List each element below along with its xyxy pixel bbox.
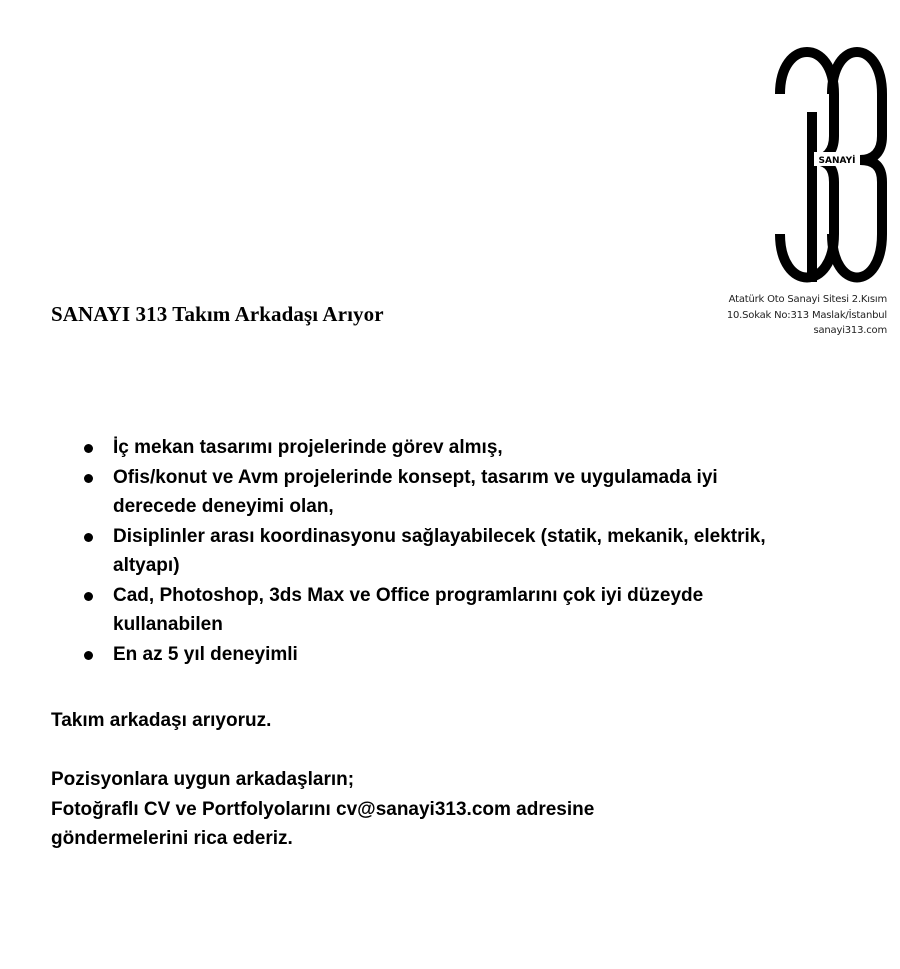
bullet-icon xyxy=(84,444,93,453)
requirement-text: Cad, Photoshop, 3ds Max ve Office programlarını çok iyi düzeyde kullanabilen xyxy=(113,584,704,635)
address-line-1: Atatürk Oto Sanayi Sitesi 2.Kısım xyxy=(728,294,887,305)
requirement-item xyxy=(50,581,780,640)
address-line-2: 10.Sokak No:313 Maslak/İstanbul xyxy=(726,309,887,321)
requirement-text: Disiplinler arası koordinasyonu sağlayabilecek (statik, mekanik, elektrik, altyapı) xyxy=(113,525,766,576)
page-title: SANAYI 313 Takım Arkadaşı Arıyor xyxy=(51,302,384,326)
instruction-line-3: göndermelerini rica ederiz. xyxy=(51,828,293,849)
requirements-list xyxy=(50,433,780,669)
company-address xyxy=(727,292,887,339)
instruction-line-1: Pozisyonlara uygun arkadaşların; xyxy=(51,769,355,790)
requirement-text: İç mekan tasarımı projelerinde görev almış, xyxy=(113,437,503,458)
bullet-icon xyxy=(84,592,93,601)
search-statement: Takım arkadaşı arıyoruz. xyxy=(51,710,272,731)
instruction-line-2: Fotoğraflı CV ve Portfolyolarını cv@sanayi313.com adresine xyxy=(51,798,595,820)
bullet-icon xyxy=(84,651,93,660)
logo-mark xyxy=(774,44,888,286)
requirement-item xyxy=(50,433,780,463)
requirement-text: Ofis/konut ve Avm projelerinde konsept, tasarım ve uygulamada iyi derecede deneyimi olan, xyxy=(113,466,718,517)
requirement-item xyxy=(50,463,780,522)
requirement-text: En az 5 yıl deneyimli xyxy=(113,643,298,665)
sanayi313-logo xyxy=(774,44,888,286)
requirement-item xyxy=(50,640,780,670)
website-link[interactable]: sanayi313.com xyxy=(813,325,887,336)
bullet-icon xyxy=(84,533,93,542)
logo-word: SANAYİ xyxy=(818,156,856,166)
bullet-icon xyxy=(84,474,93,483)
requirement-item xyxy=(50,522,780,581)
application-instructions xyxy=(51,765,594,854)
